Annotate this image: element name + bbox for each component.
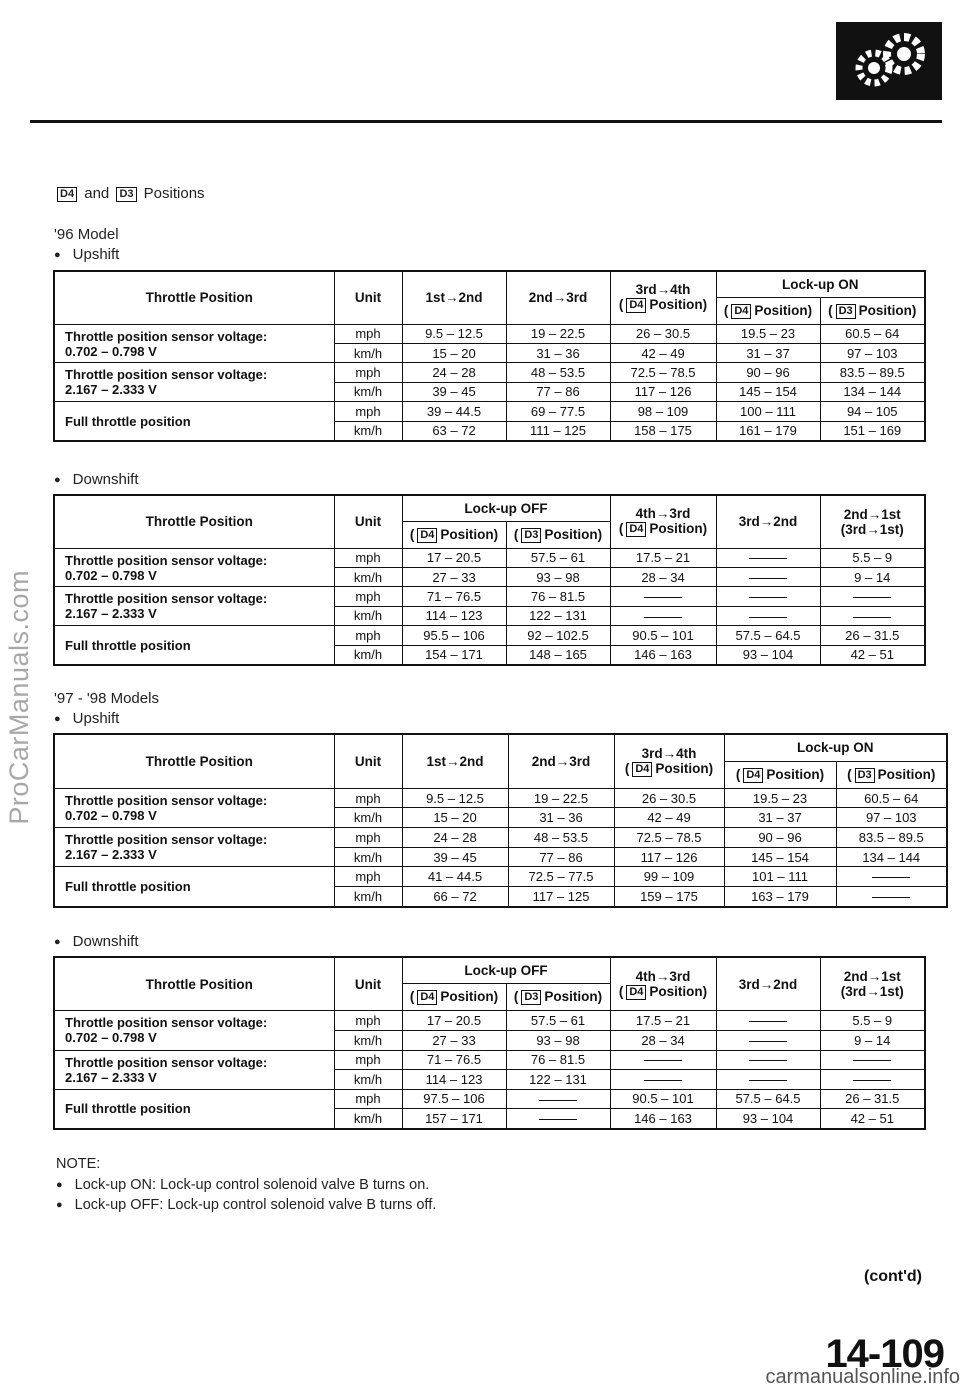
speed-cell: 157 – 171 (402, 1109, 506, 1129)
speed-cell: 97 – 103 (820, 344, 925, 363)
throttle-condition-label: Full throttle position (54, 402, 334, 441)
table-row (54, 867, 947, 887)
speed-cell: 15 – 20 (402, 808, 508, 828)
speed-cell (716, 568, 820, 587)
table-row (54, 1050, 925, 1070)
speed-cell: 95.5 – 106 (402, 626, 506, 645)
unit-cell: km/h (334, 808, 402, 828)
speed-cell: 117 – 126 (610, 382, 716, 401)
not-applicable-dash (872, 897, 910, 898)
unit-cell: mph (334, 1011, 402, 1031)
lockup-off-header: Lock-up OFF (402, 495, 610, 522)
throttle-position-header: Throttle Position (54, 271, 334, 324)
speed-cell: 9 – 14 (820, 568, 925, 587)
speed-cell: 93 – 98 (506, 1030, 610, 1050)
unit-cell: mph (334, 324, 402, 343)
speed-cell: 114 – 123 (402, 1070, 506, 1090)
speed-cell: 114 – 123 (402, 606, 506, 625)
speed-cell: 83.5 – 89.5 (836, 828, 947, 848)
throttle-position-header: Throttle Position (54, 734, 334, 788)
shift-2-1-header: 2nd→1st (3rd→1st) (820, 957, 925, 1011)
speed-cell: 76 – 81.5 (506, 1050, 610, 1070)
d3-position-header: ( D3 Position) (820, 298, 925, 325)
note-lockup-off: ● Lock-up OFF: Lock-up control solenoid valve B turns off. (56, 1197, 436, 1213)
speed-cell: 17.5 – 21 (610, 1011, 716, 1031)
unit-cell: km/h (334, 568, 402, 587)
d3-position-header: ( D3 Position) (506, 522, 610, 549)
speed-cell (716, 1050, 820, 1070)
not-applicable-dash (749, 578, 787, 579)
shift-1-2-header: 1st→2nd (402, 734, 508, 788)
speed-cell: 99 – 109 (614, 867, 724, 887)
table-row (54, 324, 925, 343)
speed-cell (716, 548, 820, 567)
unit-cell: km/h (334, 344, 402, 363)
speed-cell: 17 – 20.5 (402, 548, 506, 567)
unit-header: Unit (334, 271, 402, 324)
not-applicable-dash (644, 617, 682, 618)
speed-cell: 101 – 111 (724, 867, 836, 887)
speed-cell (820, 1070, 925, 1090)
d4-position-header: ( D4 Position) (402, 984, 506, 1011)
speed-cell (716, 1070, 820, 1090)
lockup-on-header: Lock-up ON (724, 734, 947, 761)
shift-3-2-header: 3rd→2nd (716, 957, 820, 1011)
table-row (54, 1011, 925, 1031)
speed-cell: 134 – 144 (836, 847, 947, 867)
speed-cell: 26 – 31.5 (820, 626, 925, 645)
not-applicable-dash (539, 1100, 577, 1101)
speed-cell: 9.5 – 12.5 (402, 788, 508, 808)
speed-cell: 31 – 37 (724, 808, 836, 828)
speed-cell: 42 – 49 (610, 344, 716, 363)
speed-cell: 57.5 – 61 (506, 548, 610, 567)
shift-4-3-header: 4th→3rd ( D4 Position) (610, 957, 716, 1011)
speed-cell (610, 606, 716, 625)
upshift-97-table (53, 733, 948, 908)
unit-header: Unit (334, 495, 402, 548)
speed-cell: 100 – 111 (716, 402, 820, 421)
speed-cell (716, 1011, 820, 1031)
section-heading (54, 185, 205, 202)
speed-cell: 26 – 30.5 (610, 324, 716, 343)
heading-and: and (84, 185, 110, 202)
model-97-label: '97 - '98 Models (54, 690, 159, 707)
speed-cell: 57.5 – 64.5 (716, 626, 820, 645)
speed-cell: 31 – 36 (506, 344, 610, 363)
speed-cell: 158 – 175 (610, 421, 716, 441)
speed-cell: 161 – 179 (716, 421, 820, 441)
speed-cell: 48 – 53.5 (508, 828, 614, 848)
throttle-condition-label: Throttle position sensor voltage: 2.167 – 2.333 V (54, 587, 334, 626)
speed-cell: 90 – 96 (724, 828, 836, 848)
not-applicable-dash (853, 617, 891, 618)
speed-cell: 93 – 98 (506, 568, 610, 587)
speed-cell: 145 – 154 (716, 382, 820, 401)
not-applicable-dash (749, 1041, 787, 1042)
unit-cell: mph (334, 828, 402, 848)
speed-cell: 31 – 36 (508, 808, 614, 828)
throttle-condition-label: Throttle position sensor voltage: 0.702 – 0.798 V (54, 1011, 334, 1050)
unit-cell: km/h (334, 382, 402, 401)
speed-cell (610, 1070, 716, 1090)
unit-cell: mph (334, 1089, 402, 1109)
speed-cell: 27 – 33 (402, 568, 506, 587)
speed-cell (506, 1089, 610, 1109)
speed-cell: 24 – 28 (402, 363, 506, 382)
speed-cell: 122 – 131 (506, 1070, 610, 1090)
not-applicable-dash (749, 1060, 787, 1061)
speed-cell: 163 – 179 (724, 887, 836, 907)
shift-1-2-header: 1st→2nd (402, 271, 506, 324)
shift-3-2-header: 3rd→2nd (716, 495, 820, 548)
downshift-96-label: ● Downshift (54, 471, 139, 488)
speed-cell: 15 – 20 (402, 344, 506, 363)
speed-cell (836, 887, 947, 907)
throttle-condition-label: Throttle position sensor voltage: 0.702 – 0.798 V (54, 788, 334, 827)
speed-cell (716, 606, 820, 625)
speed-cell: 134 – 144 (820, 382, 925, 401)
speed-cell (716, 587, 820, 606)
speed-cell: 41 – 44.5 (402, 867, 508, 887)
throttle-condition-label: Full throttle position (54, 867, 334, 907)
unit-cell: km/h (334, 421, 402, 441)
table-row (54, 828, 947, 848)
speed-cell: 42 – 51 (820, 645, 925, 665)
speed-cell: 28 – 34 (610, 568, 716, 587)
speed-cell: 31 – 37 (716, 344, 820, 363)
table-row (54, 363, 925, 382)
downshift-97-table (53, 956, 926, 1130)
speed-cell: 66 – 72 (402, 887, 508, 907)
unit-cell: km/h (334, 645, 402, 665)
shift-4-3-header: 4th→3rd ( D4 Position) (610, 495, 716, 548)
table-row (54, 788, 947, 808)
model-96-label: '96 Model (54, 226, 119, 243)
speed-cell: 60.5 – 64 (820, 324, 925, 343)
speed-cell: 77 – 86 (506, 382, 610, 401)
speed-cell: 39 – 44.5 (402, 402, 506, 421)
page-number: 14-109 (825, 1332, 944, 1376)
throttle-position-header: Throttle Position (54, 495, 334, 548)
upshift-96-table (53, 270, 926, 442)
speed-cell: 151 – 169 (820, 421, 925, 441)
unit-cell: km/h (334, 847, 402, 867)
speed-cell: 83.5 – 89.5 (820, 363, 925, 382)
speed-cell: 154 – 171 (402, 645, 506, 665)
unit-cell: km/h (334, 1030, 402, 1050)
unit-cell: mph (334, 626, 402, 645)
speed-cell: 42 – 51 (820, 1109, 925, 1129)
speed-cell: 27 – 33 (402, 1030, 506, 1050)
speed-cell (610, 587, 716, 606)
table-row (54, 587, 925, 606)
not-applicable-dash (872, 877, 910, 878)
d3-position-header: ( D3 Position) (836, 761, 947, 788)
not-applicable-dash (644, 1060, 682, 1061)
speed-cell: 17.5 – 21 (610, 548, 716, 567)
speed-cell: 146 – 163 (610, 1109, 716, 1129)
throttle-condition-label: Full throttle position (54, 1089, 334, 1129)
upshift-96-label: ● Upshift (54, 246, 119, 263)
speed-cell: 28 – 34 (610, 1030, 716, 1050)
speed-cell: 71 – 76.5 (402, 587, 506, 606)
d4-position-header: ( D4 Position) (402, 522, 506, 549)
table-row (54, 548, 925, 567)
speed-cell: 71 – 76.5 (402, 1050, 506, 1070)
note-title: NOTE: (56, 1156, 101, 1172)
speed-cell: 97 – 103 (836, 808, 947, 828)
downshift-96-table (53, 494, 926, 666)
speed-cell: 63 – 72 (402, 421, 506, 441)
speed-cell: 148 – 165 (506, 645, 610, 665)
speed-cell: 42 – 49 (614, 808, 724, 828)
speed-cell: 9.5 – 12.5 (402, 324, 506, 343)
d3-position-header: ( D3 Position) (506, 984, 610, 1011)
continued-label: (cont'd) (863, 1268, 922, 1285)
unit-header: Unit (334, 957, 402, 1011)
table-row (54, 626, 925, 645)
not-applicable-dash (749, 1080, 787, 1081)
speed-cell: 60.5 – 64 (836, 788, 947, 808)
speed-cell (836, 867, 947, 887)
speed-cell: 93 – 104 (716, 645, 820, 665)
unit-cell: km/h (334, 887, 402, 907)
unit-cell: mph (334, 788, 402, 808)
d4-icon: D4 (57, 187, 77, 202)
shift-2-1-header: 2nd→1st (3rd→1st) (820, 495, 925, 548)
speed-cell: 97.5 – 106 (402, 1089, 506, 1109)
speed-cell: 5.5 – 9 (820, 1011, 925, 1031)
shift-3-4-header: 3rd→4th ( D4 Position) (614, 734, 724, 788)
speed-cell: 94 – 105 (820, 402, 925, 421)
unit-cell: km/h (334, 1070, 402, 1090)
unit-cell: mph (334, 867, 402, 887)
speed-cell: 122 – 131 (506, 606, 610, 625)
d4-position-header: ( D4 Position) (716, 298, 820, 325)
gears-logo-icon (836, 22, 942, 100)
not-applicable-dash (644, 597, 682, 598)
unit-cell: km/h (334, 1109, 402, 1129)
speed-cell: 26 – 31.5 (820, 1089, 925, 1109)
unit-cell: mph (334, 1050, 402, 1070)
speed-cell: 72.5 – 78.5 (614, 828, 724, 848)
speed-cell (820, 606, 925, 625)
throttle-condition-label: Throttle position sensor voltage: 2.167 – 2.333 V (54, 363, 334, 402)
speed-cell (820, 587, 925, 606)
not-applicable-dash (853, 1060, 891, 1061)
shift-2-3-header: 2nd→3rd (508, 734, 614, 788)
shift-2-3-header: 2nd→3rd (506, 271, 610, 324)
unit-cell: mph (334, 587, 402, 606)
speed-cell: 77 – 86 (508, 847, 614, 867)
speed-cell: 111 – 125 (506, 421, 610, 441)
lockup-off-header: Lock-up OFF (402, 957, 610, 984)
downshift-97-label: ● Downshift (54, 933, 139, 950)
table-row (54, 1089, 925, 1109)
unit-cell: mph (334, 548, 402, 567)
speed-cell: 90.5 – 101 (610, 1089, 716, 1109)
speed-cell: 24 – 28 (402, 828, 508, 848)
throttle-condition-label: Throttle position sensor voltage: 0.702 – 0.798 V (54, 548, 334, 587)
throttle-condition-label: Throttle position sensor voltage: 2.167 – 2.333 V (54, 828, 334, 867)
speed-cell: 5.5 – 9 (820, 548, 925, 567)
unit-cell: km/h (334, 606, 402, 625)
shift-3-4-header: 3rd→4th ( D4 Position) (610, 271, 716, 324)
speed-cell (506, 1109, 610, 1129)
speed-cell: 76 – 81.5 (506, 587, 610, 606)
not-applicable-dash (749, 597, 787, 598)
unit-header: Unit (334, 734, 402, 788)
speed-cell: 90.5 – 101 (610, 626, 716, 645)
footer-watermark: carmanualsonline.info (765, 1366, 960, 1388)
speed-cell: 98 – 109 (610, 402, 716, 421)
speed-cell: 90 – 96 (716, 363, 820, 382)
side-watermark: ProCarManuals.com (4, 570, 34, 825)
speed-cell: 19.5 – 23 (716, 324, 820, 343)
d4-position-header: ( D4 Position) (724, 761, 836, 788)
speed-cell: 117 – 126 (614, 847, 724, 867)
speed-cell: 92 – 102.5 (506, 626, 610, 645)
speed-cell (820, 1050, 925, 1070)
throttle-condition-label: Throttle position sensor voltage: 0.702 – 0.798 V (54, 324, 334, 363)
speed-cell (716, 1030, 820, 1050)
speed-cell: 57.5 – 64.5 (716, 1089, 820, 1109)
speed-cell: 93 – 104 (716, 1109, 820, 1129)
speed-cell: 9 – 14 (820, 1030, 925, 1050)
speed-cell: 69 – 77.5 (506, 402, 610, 421)
speed-cell: 72.5 – 77.5 (508, 867, 614, 887)
not-applicable-dash (644, 1080, 682, 1081)
speed-cell: 57.5 – 61 (506, 1011, 610, 1031)
not-applicable-dash (749, 558, 787, 559)
speed-cell: 39 – 45 (402, 847, 508, 867)
upshift-97-label: ● Upshift (54, 710, 119, 727)
speed-cell: 19 – 22.5 (508, 788, 614, 808)
throttle-position-header: Throttle Position (54, 957, 334, 1011)
speed-cell: 159 – 175 (614, 887, 724, 907)
lockup-on-header: Lock-up ON (716, 271, 925, 298)
note-lockup-on: ● Lock-up ON: Lock-up control solenoid valve B turns on. (56, 1177, 429, 1193)
speed-cell (610, 1050, 716, 1070)
unit-cell: mph (334, 402, 402, 421)
speed-cell: 48 – 53.5 (506, 363, 610, 382)
throttle-condition-label: Throttle position sensor voltage: 2.167 – 2.333 V (54, 1050, 334, 1089)
speed-cell: 39 – 45 (402, 382, 506, 401)
not-applicable-dash (749, 1021, 787, 1022)
unit-cell: mph (334, 363, 402, 382)
throttle-condition-label: Full throttle position (54, 626, 334, 665)
not-applicable-dash (749, 617, 787, 618)
heading-positions: Positions (143, 185, 205, 202)
speed-cell: 19.5 – 23 (724, 788, 836, 808)
table-row (54, 402, 925, 421)
not-applicable-dash (539, 1119, 577, 1120)
not-applicable-dash (853, 597, 891, 598)
speed-cell: 146 – 163 (610, 645, 716, 665)
speed-cell: 17 – 20.5 (402, 1011, 506, 1031)
speed-cell: 19 – 22.5 (506, 324, 610, 343)
speed-cell: 117 – 125 (508, 887, 614, 907)
d3-icon: D3 (116, 187, 136, 202)
speed-cell: 26 – 30.5 (614, 788, 724, 808)
not-applicable-dash (853, 1080, 891, 1081)
header-rule (30, 120, 942, 123)
speed-cell: 72.5 – 78.5 (610, 363, 716, 382)
speed-cell: 145 – 154 (724, 847, 836, 867)
